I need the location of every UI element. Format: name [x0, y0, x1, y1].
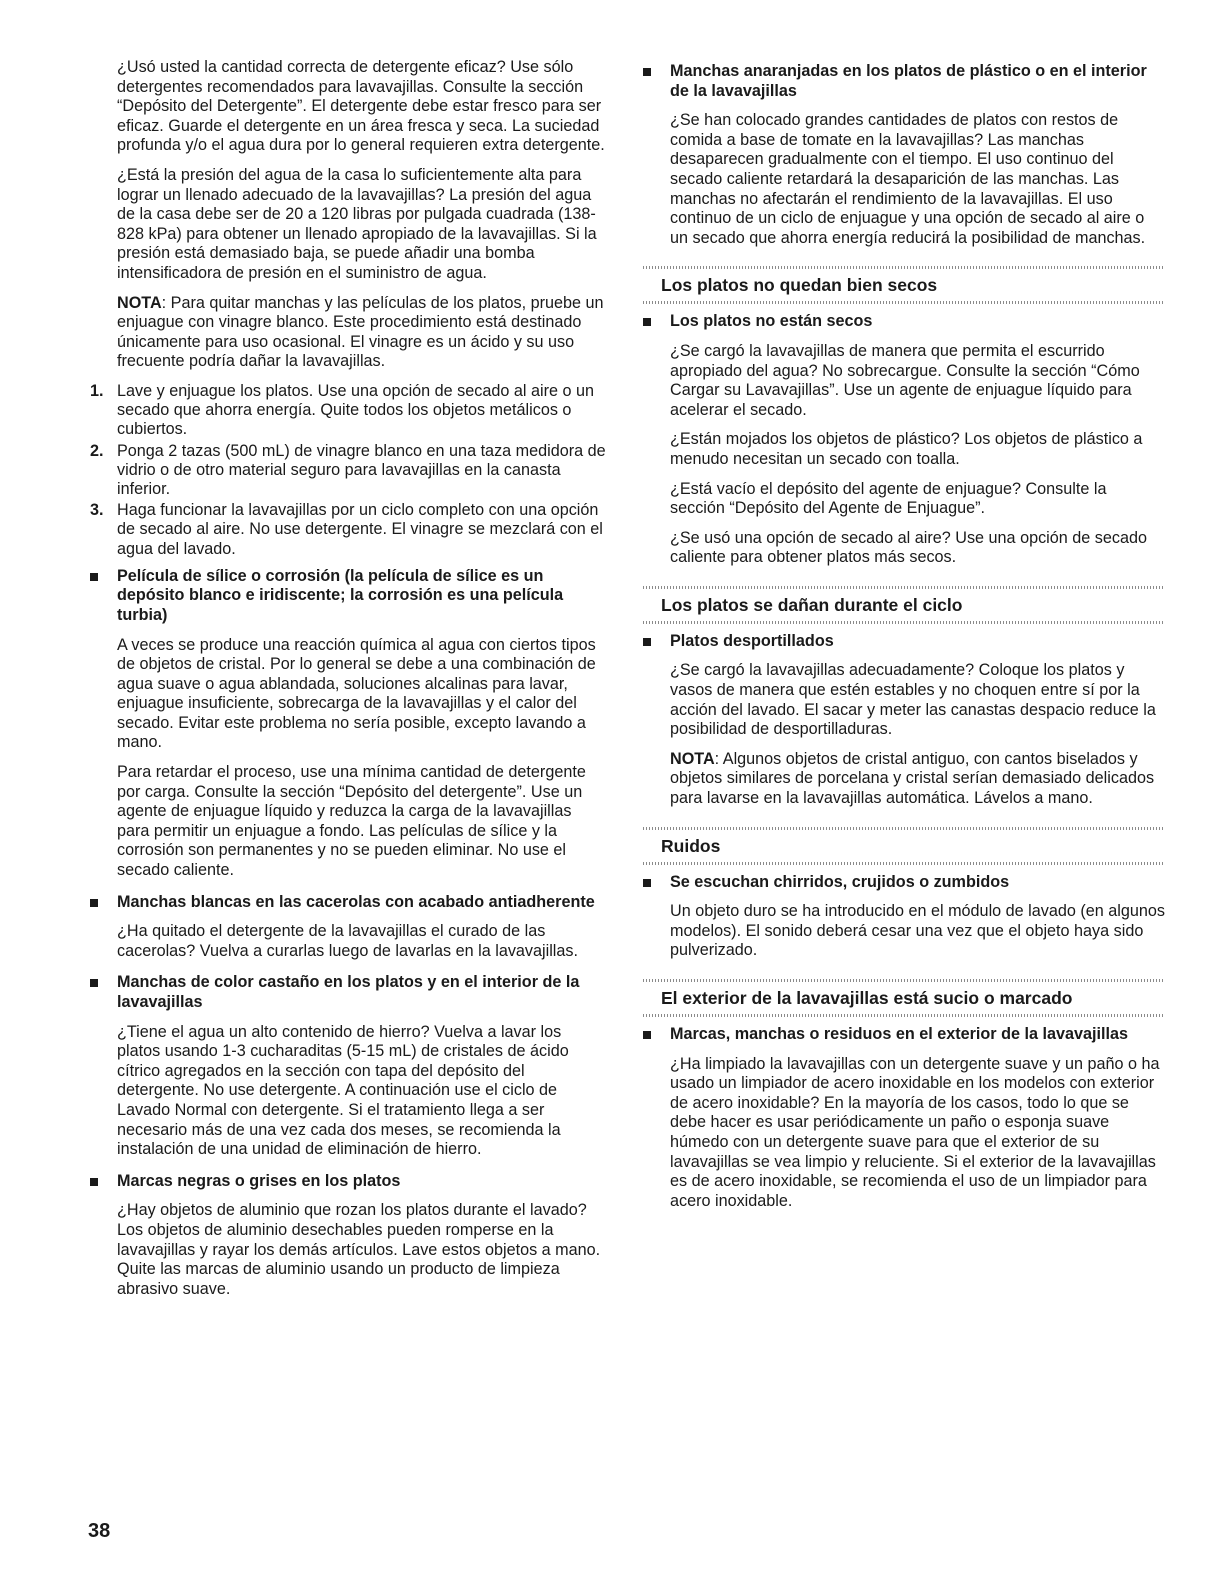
paragraph-silica-2: Para retardar el proceso, use una mínima cantidad de detergente por carga. Consulte la sección “Depósito del detergente”. Use un agente de enjuague líquido y reduzca la carga de la lavavajillas para permitir un enjuague a fondo. Las películas de sílice y la corrosión son permanentes y no se pueden eliminar. No use el secado caliente. — [117, 763, 586, 880]
step-number: 1. — [90, 381, 104, 400]
bullet-heading-text: Marcas, manchas o residuos en el exterior de la lavavajillas — [670, 1025, 1128, 1043]
paragraph-not-dry-3: ¿Está vacío el depósito del agente de enjuague? Consulte la sección “Depósito del Agente de Enjuague”. — [670, 479, 1107, 518]
step-item — [90, 501, 606, 559]
section-heading-exterior — [643, 979, 1165, 1017]
bullet-heading-black-marks — [90, 1172, 606, 1192]
bullet-heading-text: Los platos no están secos — [670, 312, 873, 331]
step-text: Ponga 2 tazas (500 mL) de vinagre blanco en una taza medidora de vidrio o de otro material seguro para lavavajillas en la canasta inferior. — [117, 441, 606, 498]
paragraph-not-dry-4: ¿Se usó una opción de secado al aire? Use una opción de secado caliente para obtener platos más secos. — [670, 528, 1147, 567]
section-heading-not-dry — [643, 266, 1165, 304]
dotted-rule — [643, 862, 1165, 865]
dotted-rule — [643, 979, 1165, 982]
bullet-heading-white-spots — [90, 893, 606, 913]
section-title: Los platos no quedan bien secos — [661, 275, 938, 296]
square-bullet-icon — [90, 1178, 98, 1186]
section-title: Los platos se dañan durante el ciclo — [661, 594, 963, 615]
square-bullet-icon — [643, 68, 651, 76]
vinegar-steps-list — [90, 382, 606, 559]
paragraph-detergent: ¿Usó usted la cantidad correcta de detergente eficaz? Use sólo detergentes recomendados para lavavajillas. Consulte la sección “Depósito del Detergente”. El detergente debe estar fresco para ser eficaz. Guarde el detergente en un área fresca y seca. La suciedad profunda y/o el agua dura por lo general requieren extra detergente. — [117, 58, 605, 155]
bullet-heading-chipped — [643, 632, 1165, 652]
step-number: 3. — [90, 501, 104, 520]
step-text: Haga funcionar la lavavajillas por un ciclo completo con una opción de secado al aire. No use detergente. El vinagre se mezclará con el agua del lavado. — [117, 501, 603, 558]
page-number: 38 — [88, 1520, 111, 1542]
dotted-rule — [643, 1014, 1165, 1017]
paragraph-brown-stains: ¿Tiene el agua un alto contenido de hierro? Vuelva a lavar los platos usando 1-3 cucharaditas (5-15 mL) de cristales de ácido cítrico agregados en la sección con tapa del depósito del detergente. No use detergente. A continuación use el ciclo de Lavado Normal con detergente. Si el tratamiento llega a ser necesario más de una vez cada dos meses, se recomienda la instalación de una unidad de eliminación de hierro. — [117, 1022, 569, 1159]
bullet-heading-text: Manchas de color castaño en los platos y en el interior de la lavavajillas — [117, 973, 580, 1012]
paragraph-silica-1: A veces se produce una reacción química al agua con ciertos tipos de objetos de cristal. Por lo general se debe a una combinación de agua suave o agua ablandada, soluciones alcalinas para lavar, enjuague insuficiente, sobrecarga de la lavavajillas y el calor del secado. Evitar este problema no sería posible, excepto lavando a mano. — [117, 635, 596, 752]
square-bullet-icon — [90, 573, 98, 581]
right-column — [643, 58, 1165, 1211]
nota-label: NOTA — [117, 293, 162, 312]
section-title: Ruidos — [661, 835, 721, 856]
section-title: El exterior de la lavavajillas está sucio o marcado — [661, 988, 1073, 1008]
square-bullet-icon — [643, 1031, 651, 1039]
bullet-heading-silica — [90, 567, 606, 626]
paragraph-black-marks: ¿Hay objetos de aluminio que rozan los platos durante el lavado? Los objetos de aluminio desechables pueden romperse en la lavavajillas y rayar los demás artículos. Lave estos objetos a mano. Quite las marcas de aluminio usando un producto de limpieza abrasivo suave. — [117, 1201, 601, 1298]
paragraph-water-pressure: ¿Está la presión del agua de la casa lo suficientemente alta para lograr un llenado adecuado de la lavavajillas? La presión del agua de la casa debe ser de 20 a 120 libras por pulgada cuadrada (138-828 kPa) para obtener un llenado apropiado de la lavavajillas. Si la presión está demasiado baja, se puede añadir una bomba intensificadora de presión en el suministro de agua. — [117, 165, 597, 282]
paragraph-not-dry-1: ¿Se cargó la lavavajillas de manera que permita el escurrido apropiado del agua? No sobrecargue. Consulte la sección “Cómo Cargar su Lavavajillas”. Use un agente de enjuague líquido para acelerar el secado. — [670, 341, 1140, 419]
bullet-heading-text: Manchas blancas en las cacerolas con acabado antiadherente — [117, 892, 595, 911]
paragraph-white-spots: ¿Ha quitado el detergente de la lavavajillas el curado de las cacerolas? Vuelva a curarlas luego de lavarlas en la lavavajillas. — [117, 922, 578, 960]
section-heading-noises — [643, 827, 1165, 865]
nota-vinegar — [90, 294, 606, 372]
step-text: Lave y enjuague los platos. Use una opción de secado al aire o un secado que ahorra energía. Quite todos los objetos metálicos o cubiertos. — [117, 381, 594, 439]
step-number: 2. — [90, 441, 104, 460]
square-bullet-icon — [90, 899, 98, 907]
bullet-heading-text: Platos desportillados — [670, 631, 834, 650]
dotted-rule — [643, 827, 1165, 830]
dotted-rule — [643, 621, 1165, 624]
paragraph-not-dry-2: ¿Están mojados los objetos de plástico? Los objetos de plástico a menudo necesitan un secado con toalla. — [670, 430, 1143, 468]
nota-label: NOTA — [670, 749, 715, 768]
nota-text: : Algunos objetos de cristal antiguo, con cantos biselados y objetos similares de porcelana y cristal serían demasiado delicados para lavarse en la lavavajillas automática. Lávelos a mano. — [670, 749, 1155, 808]
bullet-heading-text: Película de sílice o corrosión (la película de sílice es un depósito blanco e iridiscente; la corrosión es una película turbia) — [117, 566, 564, 624]
paragraph-noises: Un objeto duro se ha introducido en el módulo de lavado (en algunos modelos). El sonido deberá cesar una vez que el objeto haya sido pulverizado. — [670, 902, 1165, 960]
nota-crystal — [643, 750, 1165, 809]
square-bullet-icon — [643, 879, 651, 887]
paragraph-chipped: ¿Se cargó la lavavajillas adecuadamente? Coloque los platos y vasos de manera que estén estables y no choquen entre sí por la acción del lavado. El sacar y meter las canastas despacio reduce la posibilidad de desportilladuras. — [670, 661, 1156, 739]
bullet-heading-text: Se escuchan chirridos, crujidos o zumbidos — [670, 872, 1010, 891]
section-heading-damaged — [643, 586, 1165, 624]
step-item — [90, 442, 606, 500]
paragraph-orange-stains: ¿Se han colocado grandes cantidades de platos con restos de comida a base de tomate en la lavavajillas? Las manchas desaparecen gradualmente con el tiempo. El uso continuo del secado caliente retardará la desaparición de las manchas. Las manchas no afectarán el rendimiento de la lavavajillas. El uso continuo de un ciclo de enjuague y una opción de secado al aire o un secado que ahorra energía reducirá la posibilidad de manchas. — [670, 111, 1146, 247]
bullet-heading-brown-stains — [90, 973, 606, 1012]
square-bullet-icon — [643, 318, 651, 326]
left-column — [90, 58, 606, 1299]
square-bullet-icon — [643, 638, 651, 646]
dotted-rule — [643, 301, 1165, 304]
nota-text: : Para quitar manchas y las películas de los platos, pruebe un enjuague con vinagre blanco. Este procedimiento está destinado únicamente para uso ocasional. El vinagre es un ácido y su uso frecuente podría dañar la lavavajillas. — [117, 293, 604, 371]
bullet-heading-not-dry — [643, 312, 1165, 332]
bullet-heading-text: Manchas anaranjadas en los platos de plástico o en el interior de la lavavajillas — [670, 62, 1147, 100]
bullet-heading-text: Marcas negras o grises en los platos — [117, 1171, 401, 1190]
paragraph-exterior: ¿Ha limpiado la lavavajillas con un detergente suave y un paño o ha usado un limpiador de acero inoxidable en los modelos con exterior de acero inoxidable? En la mayoría de los casos, todo lo que se debe hacer es usar periódicamente un paño o esponja suave húmedo con un detergente suave para que el exterior de su lavavajillas se vea limpio y reluciente. Si el exterior de la lavavajillas es de acero inoxidable, se recomienda el uso de un limpiador para acero inoxidable. — [670, 1054, 1160, 1210]
square-bullet-icon — [90, 979, 98, 987]
dotted-rule — [643, 266, 1165, 269]
bullet-heading-exterior — [643, 1025, 1165, 1045]
bullet-heading-noises — [643, 873, 1165, 893]
bullet-heading-orange-stains — [643, 62, 1165, 101]
step-item — [90, 382, 606, 440]
dotted-rule — [643, 586, 1165, 589]
